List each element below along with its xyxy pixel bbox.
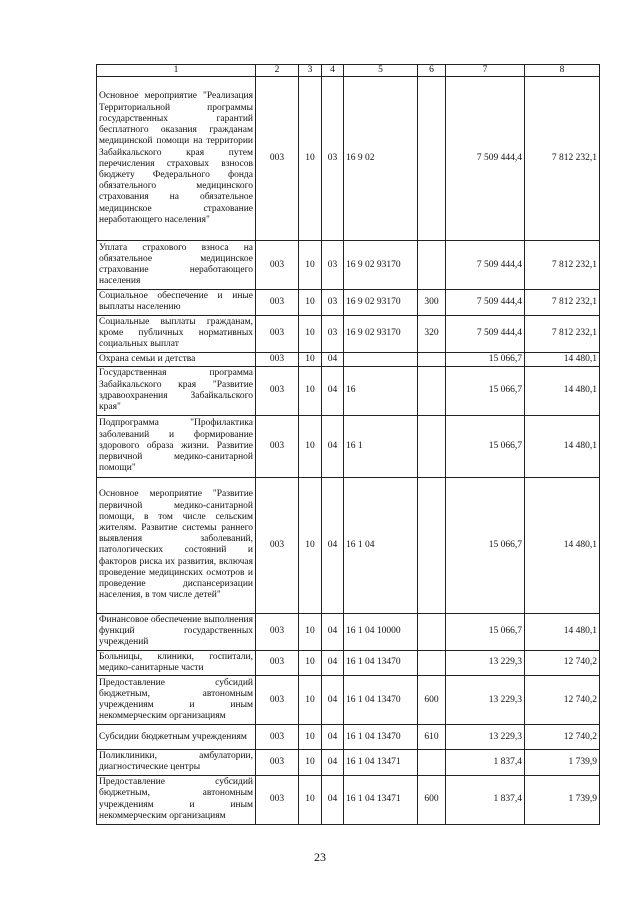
table-row xyxy=(97,315,600,352)
amount-col7: 15 066,7 xyxy=(446,613,525,650)
subsection-code: 04 xyxy=(322,352,344,366)
target-article: 16 9 02 93170 xyxy=(344,290,418,315)
table-row xyxy=(97,613,600,650)
expense-type xyxy=(418,650,446,675)
expense-type xyxy=(418,750,446,775)
amount-col8: 12 740,2 xyxy=(525,676,600,725)
subsection-code: 04 xyxy=(322,676,344,725)
target-article: 16 9 02 93170 xyxy=(344,315,418,352)
amount-col8: 14 480,1 xyxy=(525,352,600,366)
amount-col8: 7 812 232,1 xyxy=(525,241,600,290)
row-name: Финансовое обеспечение выполнения функций государственных учреждений xyxy=(97,613,256,650)
admin-code: 003 xyxy=(256,415,299,477)
target-article: 16 1 04 10000 xyxy=(344,613,418,650)
expense-type: 320 xyxy=(418,315,446,352)
admin-code: 003 xyxy=(256,750,299,775)
amount-col7: 7 509 444,4 xyxy=(446,315,525,352)
admin-code: 003 xyxy=(256,352,299,366)
target-article: 16 1 04 13471 xyxy=(344,775,418,824)
admin-code: 003 xyxy=(256,775,299,824)
admin-code: 003 xyxy=(256,613,299,650)
row-name: Поликлиники, амбулатории, диагностические центры xyxy=(97,750,256,775)
amount-col8: 7 812 232,1 xyxy=(525,290,600,315)
subsection-code: 04 xyxy=(322,477,344,613)
subsection-code: 04 xyxy=(322,613,344,650)
amount-col8: 1 739,9 xyxy=(525,750,600,775)
section-code: 10 xyxy=(299,241,322,290)
amount-col7: 7 509 444,4 xyxy=(446,77,525,241)
amount-col7: 15 066,7 xyxy=(446,352,525,366)
target-article: 16 9 02 93170 xyxy=(344,241,418,290)
subsection-code: 04 xyxy=(322,750,344,775)
target-article: 16 1 04 13471 xyxy=(344,750,418,775)
column-header: 6 xyxy=(418,65,446,77)
admin-code: 003 xyxy=(256,315,299,352)
section-code: 10 xyxy=(299,415,322,477)
amount-col7: 1 837,4 xyxy=(446,750,525,775)
section-code: 10 xyxy=(299,650,322,675)
table-row xyxy=(97,290,600,315)
admin-code: 003 xyxy=(256,650,299,675)
table-row xyxy=(97,676,600,725)
table-row xyxy=(97,775,600,824)
subsection-code: 03 xyxy=(322,315,344,352)
expense-type xyxy=(418,477,446,613)
subsection-code: 03 xyxy=(322,290,344,315)
amount-col7: 7 509 444,4 xyxy=(446,290,525,315)
row-name: Уплата страхового взноса на обязательное медицинское страхование неработающего населения xyxy=(97,241,256,290)
subsection-code: 03 xyxy=(322,77,344,241)
subsection-code: 04 xyxy=(322,725,344,750)
header-row xyxy=(97,65,600,77)
expense-type xyxy=(418,613,446,650)
column-header: 4 xyxy=(322,65,344,77)
amount-col7: 13 229,3 xyxy=(446,676,525,725)
target-article: 16 1 xyxy=(344,415,418,477)
budget-table xyxy=(96,64,600,825)
target-article: 16 1 04 13470 xyxy=(344,650,418,675)
table-row xyxy=(97,477,600,613)
table-row xyxy=(97,366,600,415)
table-row xyxy=(97,241,600,290)
amount-col8: 1 739,9 xyxy=(525,775,600,824)
column-header: 5 xyxy=(344,65,418,77)
subsection-code: 04 xyxy=(322,775,344,824)
column-header: 2 xyxy=(256,65,299,77)
target-article: 16 1 04 13470 xyxy=(344,676,418,725)
expense-type xyxy=(418,352,446,366)
target-article xyxy=(344,352,418,366)
section-code: 10 xyxy=(299,77,322,241)
expense-type xyxy=(418,415,446,477)
target-article: 16 1 04 13470 xyxy=(344,725,418,750)
amount-col7: 13 229,3 xyxy=(446,650,525,675)
amount-col8: 7 812 232,1 xyxy=(525,315,600,352)
admin-code: 003 xyxy=(256,725,299,750)
amount-col7: 15 066,7 xyxy=(446,415,525,477)
section-code: 10 xyxy=(299,613,322,650)
admin-code: 003 xyxy=(256,366,299,415)
section-code: 10 xyxy=(299,725,322,750)
table-row xyxy=(97,750,600,775)
amount-col8: 12 740,2 xyxy=(525,725,600,750)
row-name: Социальное обеспечение и иные выплаты населению xyxy=(97,290,256,315)
amount-col7: 13 229,3 xyxy=(446,725,525,750)
amount-col8: 12 740,2 xyxy=(525,650,600,675)
expense-type: 600 xyxy=(418,676,446,725)
column-header: 1 xyxy=(97,65,256,77)
table-row xyxy=(97,725,600,750)
amount-col8: 14 480,1 xyxy=(525,415,600,477)
target-article: 16 xyxy=(344,366,418,415)
admin-code: 003 xyxy=(256,241,299,290)
table-row xyxy=(97,415,600,477)
column-header: 8 xyxy=(525,65,600,77)
table-row xyxy=(97,650,600,675)
column-header: 7 xyxy=(446,65,525,77)
table-row xyxy=(97,77,600,241)
admin-code: 003 xyxy=(256,290,299,315)
subsection-code: 04 xyxy=(322,650,344,675)
row-name: Основное мероприятие "Развитие первичной медико-санитарной помощи, в том числе сельским жителям. Развитие системы раннего выявления заболеваний, патологических состояний и факторов риска их развития, включая проведение медицинских осмотров и проведение диспансеризации населения, в том числе детей" xyxy=(97,477,256,613)
expense-type: 300 xyxy=(418,290,446,315)
section-code: 10 xyxy=(299,352,322,366)
section-code: 10 xyxy=(299,750,322,775)
amount-col8: 14 480,1 xyxy=(525,477,600,613)
admin-code: 003 xyxy=(256,77,299,241)
expense-type xyxy=(418,241,446,290)
expense-type: 600 xyxy=(418,775,446,824)
amount-col7: 15 066,7 xyxy=(446,477,525,613)
amount-col8: 14 480,1 xyxy=(525,366,600,415)
row-name: Предоставление субсидий бюджетным, автономным учреждениям и иным некоммерческим организациям xyxy=(97,775,256,824)
expense-type: 610 xyxy=(418,725,446,750)
row-name: Подпрограмма "Профилактика заболеваний и формирование здорового образа жизни. Развитие первичной медико-санитарной помощи" xyxy=(97,415,256,477)
expense-type xyxy=(418,366,446,415)
admin-code: 003 xyxy=(256,477,299,613)
amount-col8: 14 480,1 xyxy=(525,613,600,650)
subsection-code: 03 xyxy=(322,241,344,290)
row-name: Субсидии бюджетным учреждениям xyxy=(97,725,256,750)
section-code: 10 xyxy=(299,676,322,725)
row-name: Социальные выплаты гражданам, кроме публичных нормативных социальных выплат xyxy=(97,315,256,352)
amount-col8: 7 812 232,1 xyxy=(525,77,600,241)
admin-code: 003 xyxy=(256,676,299,725)
amount-col7: 7 509 444,4 xyxy=(446,241,525,290)
subsection-code: 04 xyxy=(322,366,344,415)
row-name: Охрана семьи и детства xyxy=(97,352,256,366)
target-article: 16 1 04 xyxy=(344,477,418,613)
row-name: Больницы, клиники, госпитали, медико-санитарные части xyxy=(97,650,256,675)
amount-col7: 1 837,4 xyxy=(446,775,525,824)
expense-type xyxy=(418,77,446,241)
column-header: 3 xyxy=(299,65,322,77)
row-name: Предоставление субсидий бюджетным, автономным учреждениям и иным некоммерческим организациям xyxy=(97,676,256,725)
amount-col7: 15 066,7 xyxy=(446,366,525,415)
section-code: 10 xyxy=(299,477,322,613)
subsection-code: 04 xyxy=(322,415,344,477)
table-body xyxy=(97,77,600,824)
row-name: Государственная программа Забайкальского края "Развитие здравоохранения Забайкальского края" xyxy=(97,366,256,415)
section-code: 10 xyxy=(299,290,322,315)
section-code: 10 xyxy=(299,315,322,352)
section-code: 10 xyxy=(299,366,322,415)
row-name: Основное мероприятие "Реализация Территориальной программы государственных гарантий бесплатного оказания гражданам медицинской помощи на территории Забайкальского края путем перечисления страховых взносов бюджету Федерального фонда обязательного медицинского страхования на обязательное медицинское страхование неработающего населения" xyxy=(97,77,256,241)
table-row xyxy=(97,352,600,366)
section-code: 10 xyxy=(299,775,322,824)
target-article: 16 9 02 xyxy=(344,77,418,241)
page-number: 23 xyxy=(314,850,326,864)
